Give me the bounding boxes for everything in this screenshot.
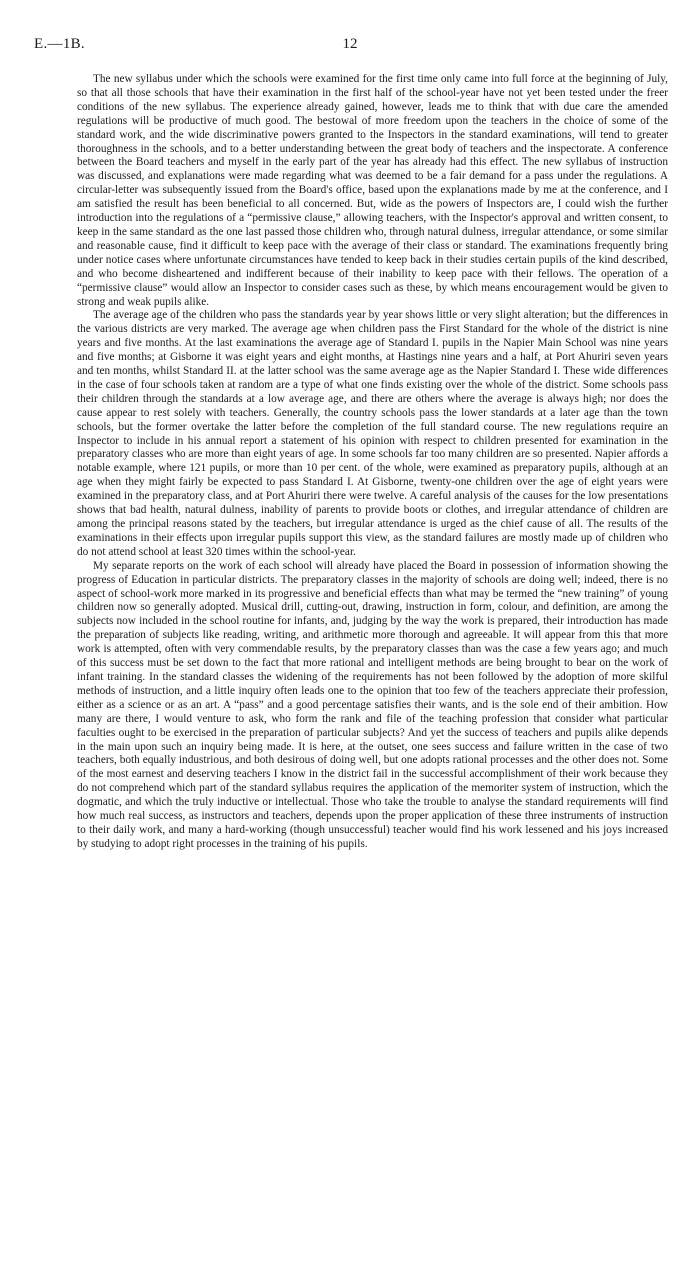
body-text (77, 73, 668, 852)
document-reference: E.—1B. (34, 36, 85, 52)
page-header (34, 36, 666, 56)
paragraph-syllabus: The new syllabus under which the schools were examined for the first time only came into full force at the beginning of July, so that all those schools that have their examination in the first half of the school-year have not yet been tested under the freer conditions of the new syllabus. The experience already gained, however, leads me to think that with due care the amended regulations will be productive of much good. The bestowal of more freedom upon the teachers in the choice of some of the standard work, and the wide discriminative powers granted to the Inspectors in the standard examinations, will tend to greater thoroughness in the schools, and to a better understanding between the great body of teachers and the inspectorate. A conference between the Board teachers and myself in the early part of the year has already had this effect. The new syllabus of instruction was discussed, and explanations were made regarding what was deemed to be a fair demand for a pass under the regulations. A circular-letter was subsequently issued from the Board's office, based upon the explanations made by me at the conference, and I am satisfied the result has been beneficial to all concerned. But, wide as the powers of Inspectors are, I could wish the further introduction into the regulations of a “permissive clause,” allowing teachers, with the Inspector's approval and written consent, to keep in the same standard as the one last passed those children who, through natural dulness, irregular attendance, or some similar and reasonable cause, find it difficult to keep pace with the average of their class or standard. The examinations frequently bring under notice cases where unfortunate circumstances have tended to keep back in their studies certain pupils of the kind described, and who become disheartened and indifferent because of their inability to keep pace with their fellows. The operation of a “permissive clause” would allow an Inspector to consider cases such as these, by which means encouragement would be given to strong and weak pupils alike. (77, 73, 668, 308)
page-number: 12 (342, 36, 358, 52)
paragraph-average-age: The average age of the children who pass the standards year by year shows little or very slight alteration; but the differences in the various districts are very marked. The average age when children pass the First Standard for the whole of the district is nine years and five months. At the last examinations the average age of Standard I. pupils in the Napier Main School was nine years and five months; at Gisborne it was eight years and eight months, at Hastings nine years and a half, at Port Ahuriri seven years and ten months, whilst Standard II. at the latter school was the same average age as the Napier Standard I. These wide differences in the case of four schools taken at random are a type of what one finds existing over the whole of the district. Some schools pass their children through the standards at a low average age, and there are others where the average is always high; nor does the cause appear to rest solely with teachers. Generally, the country schools pass the lower standards at a later age than the town schools, but the former overtake the latter before the completion of the full standard course. The new regulations require an Inspector to include in his annual report a statement of his opinion with respect to children presented for examination in the preparatory classes who are more than eight years of age. In some schools far too many children are so presented. Napier affords a notable example, where 121 pupils, or more than 10 per cent. of the whole, were examined as preparatory pupils, although at an age when they might fairly be expected to pass Standard I. At Gisborne, twenty-one children over the age of eight years were examined in the preparatory class, and at Port Ahuriri there were twelve. A careful analysis of the causes for the low presentations shows that bad health, natural dulness, inability of parents to provide boots or clothes, and irregular attendance of children are among the principal reasons stated by the teachers, but irregular attendance is urged as the chief cause of all. The results of the examinations in their effects upon irregular pupils support this view, as the standard failures are mostly made up of children who do not attend school at least 320 times within the school-year. (77, 309, 668, 558)
paragraph-school-reports: My separate reports on the work of each school will already have placed the Board in possession of information showing the progress of Education in particular districts. The preparatory classes in the majority of schools are doing well; indeed, there is no aspect of school-work more marked in its progressive and beneficial effects than what may be termed the “new training” of young children now so generally adopted. Musical drill, cutting-out, drawing, instruction in form, colour, and definition, are among the subjects now included in the school routine for infants, and, judging by the way the work is prepared, their introduction has made the preparation of subjects like reading, writing, and arithmetic more thorough and agreeable. It will appear from this that more work is attempted, often with very commendable results, by the preparatory classes than was the case a few years ago; and much of this success must be set down to the fact that more rational and intelligent methods are being brought to bear on the work of infant training. In the standard classes the widening of the requirements has not been followed by the adoption of more skilful methods of instruction, and a little inquiry often leads one to the opinion that too few of the teachers appreciate their profession, either as a science or as an art. A “pass” and a good percentage satisfies their wants, and is the sole end of their ambition. How many are there, I would venture to ask, who form the rank and file of the teaching profession that consider what particular faculties ought to be exercised in the preparation of particular subjects? And yet the success of teachers and pupils alike depends in the main upon such an inquiry being made. It is here, at the outset, one sees success and failure written in the case of two teachers, both equally industrious, and both desirous of doing well, but one adopts rational processes and the other does not. Some of the most earnest and deserving teachers I know in the district fail in the successful accomplishment of their work because they do not comprehend which part of the standard syllabus requires the application of the memoriter system of instruction, which the dogmatic, and which the truly inductive or intellectual. Those who take the trouble to analyse the standard requirements will find how much real success, as instructors and teachers, depends upon the proper application of these three instruments of instruction to their daily work, and many a hard-working (though unsuccessful) teacher would find his work lessened and his joys increased by studying to adopt right processes in the training of his pupils. (77, 559, 668, 850)
